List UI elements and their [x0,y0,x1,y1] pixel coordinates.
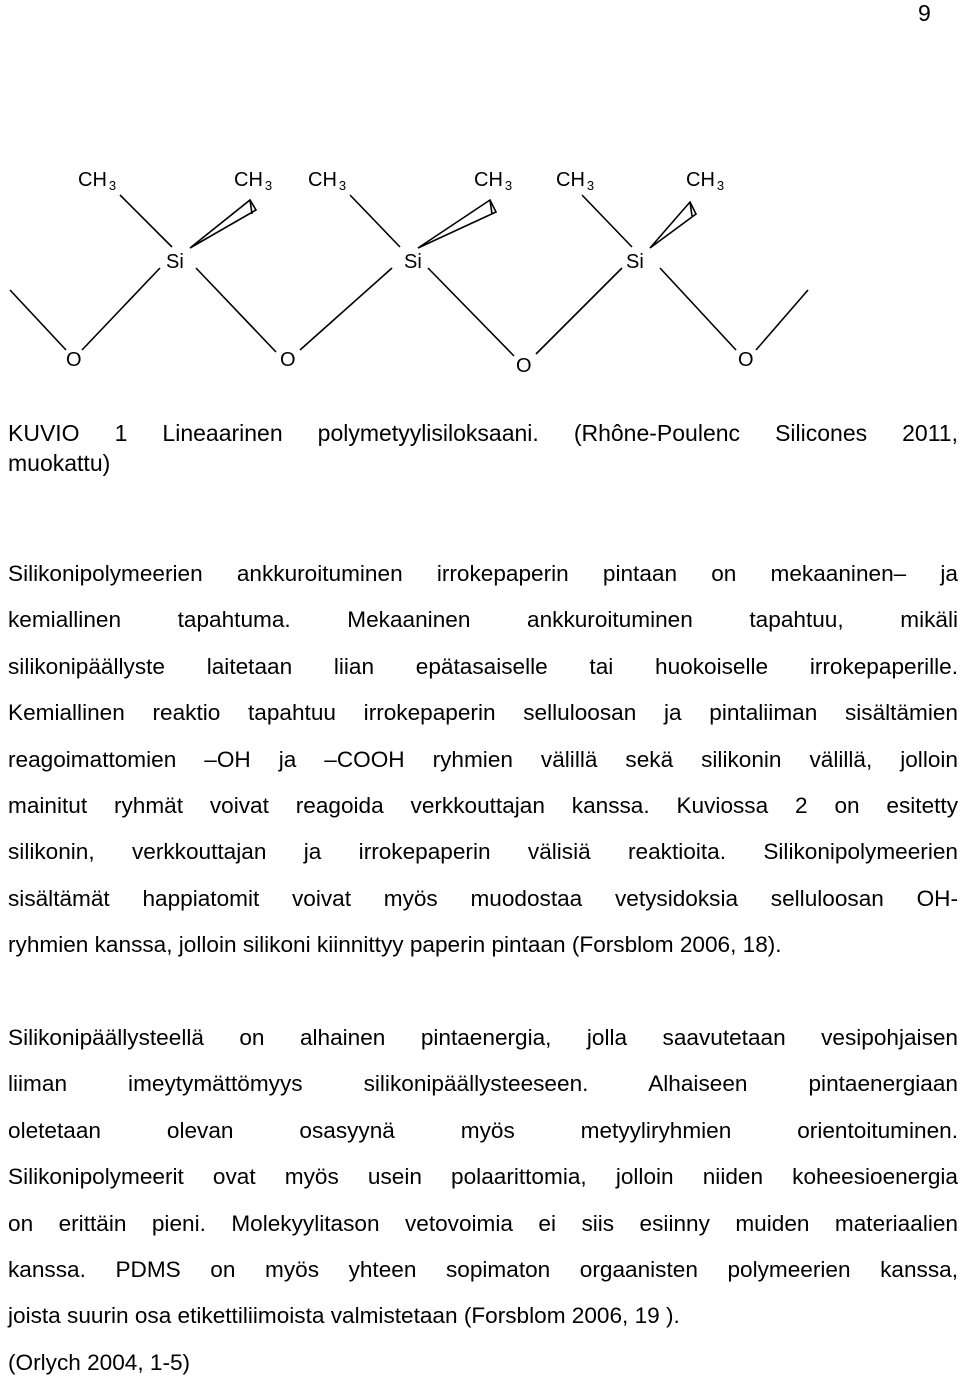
bond-si2-o3 [428,268,514,356]
silicon-label-3: Si [626,251,644,273]
text-line: kanssa. PDMS on myös yhteen sopimaton orgaanisten polymeerien kanssa, [8,1257,958,1283]
wedge-si2-ch3-b [418,200,496,248]
bond-o1-si1 [82,268,160,350]
text-line: joista suurin osa etikettiliimoista valmistetaan (Forsblom 2006, 19 ). [8,1303,680,1329]
oxygen-label-1: O [66,349,82,371]
methyl-label-6: CH $_3$ [686,169,725,193]
wedge-si1-ch3-b [190,200,256,248]
page-number: 9 [918,0,931,26]
text-line: Silikonipolymeerit ovat myös usein polaarittomia, jolloin niiden koheesioenergia [8,1164,958,1190]
caption-line: muokattu) [8,450,111,476]
silicon-label-1: Si [166,251,184,273]
oxygen-label-2: O [280,349,296,371]
text-line: mainitut ryhmät voivat reagoida verkkouttajan kanssa. Kuviossa 2 on esitetty [8,793,958,819]
bond-si2-ch3-a [350,195,400,247]
figure-caption [8,418,958,478]
bond-si3-o4 [660,268,736,350]
bond-o2-si2 [300,268,392,350]
bond-si1-o2 [196,268,276,352]
silicon-label-2: Si [404,251,422,273]
text-line: reagoimattomien –OH ja –COOH ryhmien välillä sekä silikonin välillä, jolloin [8,746,958,772]
wedge-si3-ch3-b [650,202,696,248]
methyl-label-4: CH $_3$ [474,169,513,193]
methyl-label-5: CH $_3$ [556,169,595,193]
text-line: silikonipäällyste laitetaan liian epätasaiselle tai huokoiselle irrokepaperille. [8,653,958,679]
paragraph-anchoring [8,551,958,969]
methyl-label-2: CH $_3$ [234,169,273,193]
bond-end-left [10,290,66,350]
text-line: oletetaan olevan osasyynä myös metyyliryhmien orientoituminen. [8,1117,958,1143]
text-line: Silikonipolymeerien ankkuroituminen irrokepaperin pintaan on mekaaninen– ja [8,561,958,586]
text-line: (Orlych 2004, 1-5) [8,1349,191,1375]
methyl-label-3: CH $_3$ [308,169,347,193]
bond-si1-ch3-a [120,195,172,247]
text-line: sisältämät happiatomit voivat myös muodostaa vetysidoksia selluloosan OH- [8,885,958,911]
text-line: on erittäin pieni. Molekyylitason vetovoimia ei siis esiinny muiden materiaalien [8,1210,958,1236]
oxygen-label-3: O [516,355,532,377]
text-line: kemiallinen tapahtuma. Mekaaninen ankkuroituminen tapahtuu, mikäli [8,607,958,633]
bond-si3-ch3-a [582,195,632,247]
text-line: liiman imeytymättömyys silikonipäällysteeseen. Alhaiseen pintaenergiaan [8,1071,958,1097]
methyl-label-1: CH $_3$ [78,169,117,193]
bond-o3-si3 [536,268,622,354]
text-line: Silikonipäällysteellä on alhainen pintaenergia, jolla saavutetaan vesipohjaisen [8,1025,958,1050]
paragraph-surface-energy [8,1015,958,1386]
text-line: ryhmien kanssa, jolloin silikoni kiinnittyy paperin pintaan (Forsblom 2006, 18). [8,932,782,958]
bond-end-right [756,290,808,350]
caption-line: KUVIO 1 Lineaarinen polymetyylisiloksaani. (Rhône-Poulenc Silicones 2011, [8,420,958,446]
polymer-structure-figure [0,140,960,390]
text-line: Kemiallinen reaktio tapahtuu irrokepaperin selluloosan ja pintaliiman sisältämien [8,700,958,726]
text-line: silikonin, verkkouttajan ja irrokepaperin välisiä reaktioita. Silikonipolymeerien [8,839,958,865]
oxygen-label-4: O [738,349,754,371]
